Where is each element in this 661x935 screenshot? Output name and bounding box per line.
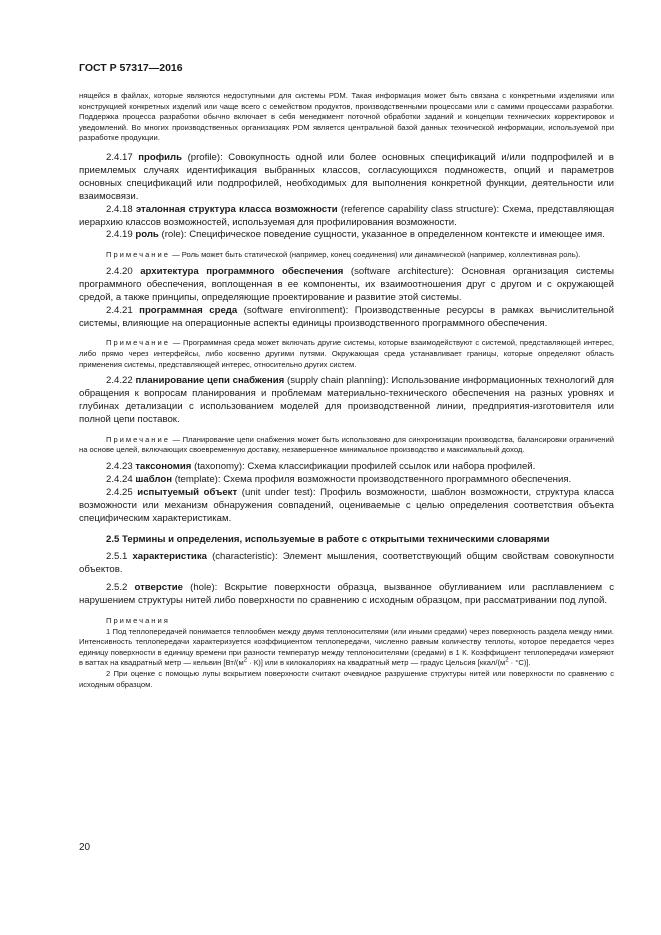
term-name: архитектура программного обеспечения bbox=[140, 265, 344, 277]
note-label: Примечание bbox=[106, 250, 170, 260]
note-2-4-21 bbox=[79, 338, 614, 370]
note-text: — Роль может быть статической (например, конец соединения) или динамической (например, коллективная роль). bbox=[172, 250, 581, 260]
term-2-5-1 bbox=[79, 551, 614, 577]
note-2: 2 При оценке с помощью лупы вскрытием поверхности считают очевидное разрушение структуры нитей или поверхности по сравнению с исходным образцом. bbox=[79, 669, 614, 689]
term-definition: (template): Схема профиля возможности производственного программного обеспечения. bbox=[174, 473, 572, 485]
term-2-4-20 bbox=[79, 266, 614, 305]
term-number: 2.5.2 bbox=[106, 582, 128, 594]
page-number: 20 bbox=[79, 842, 91, 853]
term-number: 2.4.19 bbox=[106, 229, 133, 241]
superscript: 2 bbox=[505, 657, 509, 664]
note-1-part-c: · °С)]. bbox=[508, 658, 531, 668]
term-name: шаблон bbox=[135, 473, 173, 485]
term-number: 2.4.22 bbox=[106, 375, 133, 387]
term-definition: (profile): Совокупность одной или более основных спецификаций и/или подпрофилей и в приемлемых случаях идентификация выбранных классов, согласующихся подмножеств, опций и параметров основных спецификаций или подпрофилей, необходимых для выполнения конкретной функции, деятельности или взаимосвязи. bbox=[79, 151, 614, 202]
term-definition: (taxonomy): Схема классификации профилей ссылок или набора профилей. bbox=[194, 461, 536, 473]
term-definition: (reference capability class structure): Схема, представляющая иерархию классов возможностей, используемая для профилирования возможности. bbox=[79, 203, 615, 228]
term-2-4-24 bbox=[79, 474, 614, 487]
note-label: Примечание bbox=[106, 338, 170, 348]
term-number: 2.4.18 bbox=[106, 203, 133, 215]
term-2-4-19 bbox=[79, 229, 614, 242]
term-definition: (characteristic): Элемент мышления, соответствующий общим свойствам совокупности объектов. bbox=[79, 551, 614, 576]
term-definition: (role): Специфическое поведение сущности, указанное в определенном контексте и имеющее имя. bbox=[161, 229, 605, 241]
note-2-4-22 bbox=[79, 435, 614, 456]
note-2-4-19 bbox=[79, 250, 614, 261]
term-name: эталонная структура класса возможности bbox=[135, 203, 338, 215]
term-number: 2.4.21 bbox=[106, 304, 133, 316]
note-1-part-a: 1 Под теплопередачей понимается теплообмен между двумя теплоносителями (или иными средами) через поверхность раздела между ними. Интенсивность теплопередачи характеризуется коэффициентом теплопередачи, численно равным количеству теплоты, которое передается через единицу поверхности в единицу времени при разности температур между теплоносителями (средами) в 1 К. Коэффициент теплопередачи измеряют в ваттах на квадратный метр — кельвин [Вт/(м bbox=[79, 626, 614, 668]
term-name: испытуемый объект bbox=[137, 486, 238, 498]
term-2-4-23 bbox=[79, 461, 614, 474]
superscript: 2 bbox=[243, 657, 248, 664]
term-number: 2.4.17 bbox=[106, 151, 133, 163]
notes-label-text: Примечания bbox=[106, 616, 170, 626]
term-number: 2.4.24 bbox=[106, 473, 133, 485]
term-name: планирование цепи снабжения bbox=[135, 375, 285, 387]
intro-paragraph: нящейся в файлах, которые являются недоступными для системы PDM. Такая информация может быть связана с конкретными изделиями или конструкцией конкретных изделий или чаще всего с семейством продуктов, производственными процессами или с самими процессами разработки. Поддержка процесса разработки обычно включает в себя менеджмент поточной обработки заданий и концепции технических корректировок и уведомлений. Во многих производственных организациях PDM является центральной базой данных технической информации, используемой при разработке продукции. bbox=[79, 91, 614, 143]
term-number: 2.5.1 bbox=[106, 551, 128, 563]
term-name: таксономия bbox=[135, 461, 192, 473]
term-definition: (software architecture): Основная организация системы программного обеспечения, воплощенная в ее компоненты, их взаимоотношения друг с другом и с окружающей средой, а также принципы, определяющие проектирование и развитие этой системы. bbox=[79, 265, 615, 303]
document-header: ГОСТ Р 57317—2016 bbox=[79, 62, 183, 74]
note-label: Примечание bbox=[106, 434, 170, 444]
term-name: роль bbox=[135, 229, 159, 241]
term-2-4-22 bbox=[79, 375, 614, 427]
term-2-4-21 bbox=[79, 305, 614, 331]
term-2-4-18 bbox=[79, 204, 614, 230]
term-number: 2.4.23 bbox=[106, 461, 133, 473]
note-text: — Планирование цепи снабжения может быть использовано для синхронизации производства, балансировки ограничений на основе целей, включающих своевременную доставку, незавершенное минимальное производство и максимальный доход. bbox=[79, 434, 614, 455]
term-name: программная среда bbox=[139, 304, 238, 316]
term-name: характеристика bbox=[132, 551, 207, 563]
term-2-4-17 bbox=[79, 152, 614, 204]
term-definition: (unit under test): Профиль возможности, шаблон возможности, структура класса возможности или механизм обнаружения совпадений, оцениваемые с целью определения соответствия объекта специфическим характеристикам. bbox=[79, 486, 614, 524]
section-heading: 2.5 Термины и определения, используемые в работе с открытыми техническими словарями bbox=[106, 533, 550, 545]
term-2-4-25 bbox=[79, 487, 614, 526]
term-name: отверстие bbox=[134, 582, 184, 594]
term-number: 2.4.20 bbox=[106, 265, 133, 277]
term-name: профиль bbox=[138, 151, 183, 163]
document-body bbox=[79, 91, 614, 690]
term-definition: (hole): Вскрытие поверхности образца, вызванное обугливанием или расплавлением с нарушением структуры нитей либо поверхности по сравнению с исходным образцом, при рассматривании под лупой. bbox=[79, 582, 615, 607]
notes-label bbox=[79, 616, 614, 627]
term-number: 2.4.25 bbox=[106, 486, 133, 498]
note-1 bbox=[79, 627, 614, 669]
term-definition: (supply chain planning): Использование информационных технологий для обращения к вопросам планирования и проблемам материально-технического обеспечения на разных уровнях и глубинах детализации с использованием моделей для производственной линии, предприятия-изготовителя или полной цепи поставок. bbox=[79, 375, 614, 425]
term-2-5-2 bbox=[79, 582, 614, 608]
note-text: — Программная среда может включать другие системы, которые взаимодействуют с системой, представляющей интерес, либо прямо через интерфейсы, либо косвенно другими путями. Окружающая среда устанавливает границы, которые определяют область применения системы, представляющей интерес, относительно других систем. bbox=[79, 338, 614, 369]
term-definition: (software environment): Производственные ресурсы в рамках вычислительной системы, влияющие на операционные аспекты единицы производственного программного обеспечения. bbox=[79, 304, 614, 329]
note-1-part-b: · К)] или в килокалориях на квадратный метр — градус Цельсия [ккал/(м bbox=[247, 658, 506, 668]
